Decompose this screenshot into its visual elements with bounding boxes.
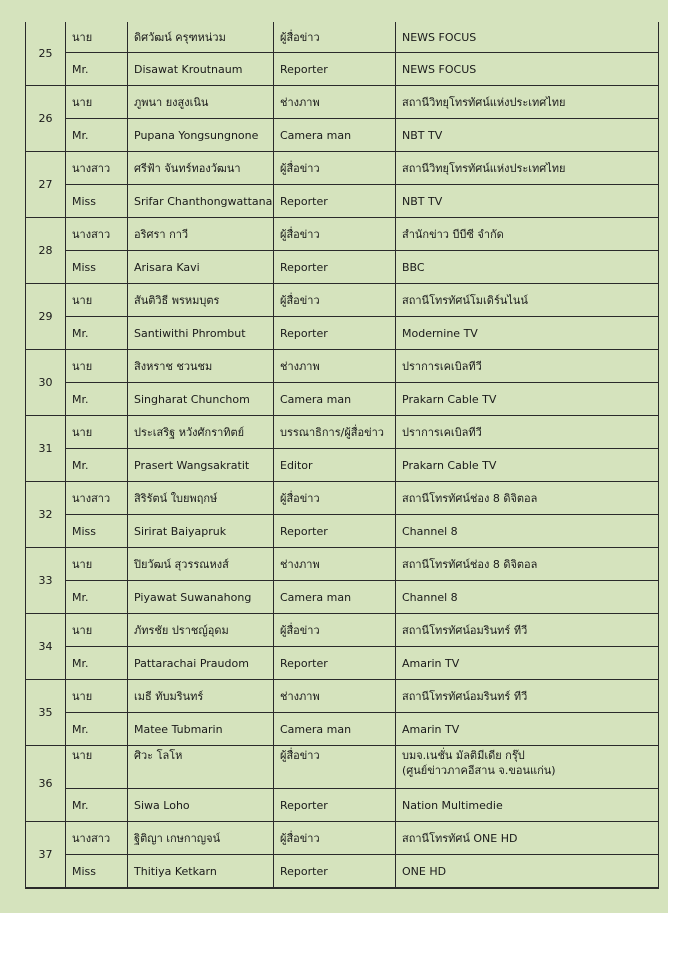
thai-org-cell: สถานีวิทยุโทรทัศน์แห่งประเทศไทย [396, 152, 659, 185]
english-org-cell: NBT TV [396, 185, 659, 218]
english-name-cell: Siwa Loho [128, 789, 274, 822]
thai-title-cell: นาย [66, 284, 128, 317]
english-title-cell: Miss [66, 515, 128, 548]
english-name-cell: Pupana Yongsungnone [128, 119, 274, 152]
english-org-cell: NBT TV [396, 119, 659, 152]
thai-org-cell: สถานีโทรทัศน์โมเดิร์นไนน์ [396, 284, 659, 317]
table-row-thai [26, 680, 659, 713]
english-role-cell: Reporter [274, 53, 396, 86]
english-org-cell: NEWS FOCUS [396, 53, 659, 86]
row-number: 27 [26, 152, 66, 218]
thai-title-cell: นาย [66, 680, 128, 713]
thai-org-cell [396, 746, 659, 789]
table-row-thai [26, 548, 659, 581]
english-org-cell: BBC [396, 251, 659, 284]
thai-org-cell: สำนักข่าว บีบีซี จำกัด [396, 218, 659, 251]
row-number: 30 [26, 350, 66, 416]
english-title-cell: Miss [66, 855, 128, 889]
table-row-thai [26, 482, 659, 515]
english-org-cell: Modernine TV [396, 317, 659, 350]
thai-title-cell: นาย [66, 614, 128, 647]
table-row-english [26, 647, 659, 680]
english-role-cell: Reporter [274, 317, 396, 350]
thai-role-cell: ผู้สื่อข่าว [274, 284, 396, 317]
english-org-cell: Prakarn Cable TV [396, 383, 659, 416]
thai-role-cell: ช่างภาพ [274, 548, 396, 581]
english-name-cell: Piyawat Suwanahong [128, 581, 274, 614]
english-title-cell: Mr. [66, 449, 128, 482]
english-org-cell: ONE HD [396, 855, 659, 889]
thai-title-cell: นาย [66, 86, 128, 119]
row-number: 29 [26, 284, 66, 350]
table-row-english [26, 449, 659, 482]
english-role-cell: Editor [274, 449, 396, 482]
english-name-cell: Matee Tubmarin [128, 713, 274, 746]
thai-name-cell: ภัทรชัย ปราชญ์อุดม [128, 614, 274, 647]
english-name-cell: Sirirat Baiyapruk [128, 515, 274, 548]
english-role-cell: Reporter [274, 855, 396, 889]
row-number: 25 [26, 22, 66, 86]
thai-role-cell: ช่างภาพ [274, 680, 396, 713]
thai-org-cell: ปราการเคเบิลทีวี [396, 350, 659, 383]
thai-org-line-2: (ศูนย์ข่าวภาคอีสาน จ.ขอนแก่น) [402, 764, 556, 777]
english-name-cell: Prasert Wangsakratit [128, 449, 274, 482]
thai-name-cell: ฐิติญา เกษกาญจน์ [128, 822, 274, 855]
press-list-table [25, 22, 659, 889]
english-name-cell: Disawat Kroutnaum [128, 53, 274, 86]
english-name-cell: Singharat Chunchom [128, 383, 274, 416]
english-name-cell: Arisara Kavi [128, 251, 274, 284]
thai-role-cell: ผู้สื่อข่าว [274, 152, 396, 185]
table-body [26, 22, 659, 888]
table-row-thai [26, 22, 659, 53]
row-number: 36 [26, 746, 66, 822]
thai-role-cell: ผู้สื่อข่าว [274, 822, 396, 855]
row-number: 32 [26, 482, 66, 548]
table-row-english [26, 581, 659, 614]
thai-org-cell: สถานีโทรทัศน์อมรินทร์ ทีวี [396, 680, 659, 713]
row-number: 31 [26, 416, 66, 482]
thai-role-cell: ช่างภาพ [274, 350, 396, 383]
english-org-cell: Channel 8 [396, 581, 659, 614]
row-number: 35 [26, 680, 66, 746]
thai-role-cell: ช่างภาพ [274, 86, 396, 119]
thai-name-cell: อริศรา กาวี [128, 218, 274, 251]
english-role-cell: Reporter [274, 789, 396, 822]
thai-name-cell: เมธี ทับมรินทร์ [128, 680, 274, 713]
english-title-cell: Mr. [66, 119, 128, 152]
table-row-english [26, 53, 659, 86]
english-org-cell: Amarin TV [396, 713, 659, 746]
thai-org-cell: สถานีโทรทัศน์ช่อง 8 ดิจิตอล [396, 482, 659, 515]
table-row-thai [26, 822, 659, 855]
english-title-cell: Miss [66, 251, 128, 284]
english-title-cell: Mr. [66, 383, 128, 416]
thai-role-cell: บรรณาธิการ/ผู้สื่อข่าว [274, 416, 396, 449]
table-row-english [26, 317, 659, 350]
english-role-cell: Camera man [274, 581, 396, 614]
thai-name-cell: สันติวิธี พรหมบุตร [128, 284, 274, 317]
row-number: 28 [26, 218, 66, 284]
thai-role-cell: ผู้สื่อข่าว [274, 22, 396, 53]
table-row-thai [26, 152, 659, 185]
table-row-thai [26, 416, 659, 449]
english-role-cell: Reporter [274, 185, 396, 218]
table-row-thai [26, 218, 659, 251]
table-row-thai [26, 746, 659, 789]
row-number: 33 [26, 548, 66, 614]
english-name-cell: Thitiya Ketkarn [128, 855, 274, 889]
thai-org-line: บมจ.เนชั่น มัลติมีเดีย กรุ๊ป [402, 749, 525, 762]
thai-org-cell: สถานีโทรทัศน์อมรินทร์ ทีวี [396, 614, 659, 647]
english-title-cell: Miss [66, 185, 128, 218]
thai-name-cell: ศรีฟ้า จันทร์ทองวัฒนา [128, 152, 274, 185]
thai-title-cell: นาย [66, 746, 128, 789]
english-name-cell: Pattarachai Praudom [128, 647, 274, 680]
thai-org-cell: ปราการเคเบิลทีวี [396, 416, 659, 449]
table-row-thai [26, 614, 659, 647]
table-row-thai [26, 284, 659, 317]
english-role-cell: Reporter [274, 251, 396, 284]
thai-org-cell: สถานีโทรทัศน์ ONE HD [396, 822, 659, 855]
thai-role-cell: ผู้สื่อข่าว [274, 614, 396, 647]
row-number: 37 [26, 822, 66, 889]
thai-name-cell: สิงหราช ชวนชม [128, 350, 274, 383]
table-row-thai [26, 86, 659, 119]
thai-role-cell: ผู้สื่อข่าว [274, 482, 396, 515]
thai-title-cell: นาย [66, 548, 128, 581]
thai-name-cell: ศิวะ โลโห [128, 746, 274, 789]
table-row-english [26, 515, 659, 548]
english-name-cell: Srifar Chanthongwattana [128, 185, 274, 218]
english-title-cell: Mr. [66, 647, 128, 680]
thai-name-cell: ปิยวัฒน์ สุวรรณหงส์ [128, 548, 274, 581]
thai-org-cell: NEWS FOCUS [396, 22, 659, 53]
thai-role-cell: ผู้สื่อข่าว [274, 746, 396, 789]
english-name-cell: Santiwithi Phrombut [128, 317, 274, 350]
thai-title-cell: นางสาว [66, 218, 128, 251]
table-row-english [26, 855, 659, 889]
english-org-cell: Nation Multimedie [396, 789, 659, 822]
table-row-english [26, 119, 659, 152]
english-title-cell: Mr. [66, 789, 128, 822]
english-role-cell: Camera man [274, 383, 396, 416]
thai-org-cell: สถานีวิทยุโทรทัศน์แห่งประเทศไทย [396, 86, 659, 119]
english-role-cell: Camera man [274, 713, 396, 746]
english-role-cell: Reporter [274, 647, 396, 680]
english-org-cell: Channel 8 [396, 515, 659, 548]
thai-name-cell: สิริรัตน์ ใบยพฤกษ์ [128, 482, 274, 515]
english-title-cell: Mr. [66, 713, 128, 746]
thai-org-cell: สถานีโทรทัศน์ช่อง 8 ดิจิตอล [396, 548, 659, 581]
thai-role-cell: ผู้สื่อข่าว [274, 218, 396, 251]
english-org-cell: Prakarn Cable TV [396, 449, 659, 482]
thai-title-cell: นางสาว [66, 822, 128, 855]
english-title-cell: Mr. [66, 53, 128, 86]
english-role-cell: Reporter [274, 515, 396, 548]
thai-title-cell: นางสาว [66, 152, 128, 185]
table-row-english [26, 713, 659, 746]
english-org-cell: Amarin TV [396, 647, 659, 680]
table-row-english [26, 789, 659, 822]
thai-name-cell: ภูพนา ยงสูงเนิน [128, 86, 274, 119]
thai-title-cell: นางสาว [66, 482, 128, 515]
english-role-cell: Camera man [274, 119, 396, 152]
row-number: 34 [26, 614, 66, 680]
table-row-english [26, 383, 659, 416]
table-row-english [26, 251, 659, 284]
table-row-thai [26, 350, 659, 383]
row-number: 26 [26, 86, 66, 152]
thai-title-cell: นาย [66, 22, 128, 53]
thai-title-cell: นาย [66, 416, 128, 449]
thai-name-cell: ดิศวัฒน์ ครุฑหน่วม [128, 22, 274, 53]
table-row-english [26, 185, 659, 218]
english-title-cell: Mr. [66, 581, 128, 614]
thai-name-cell: ประเสริฐ หวังศักราทิตย์ [128, 416, 274, 449]
english-title-cell: Mr. [66, 317, 128, 350]
thai-title-cell: นาย [66, 350, 128, 383]
